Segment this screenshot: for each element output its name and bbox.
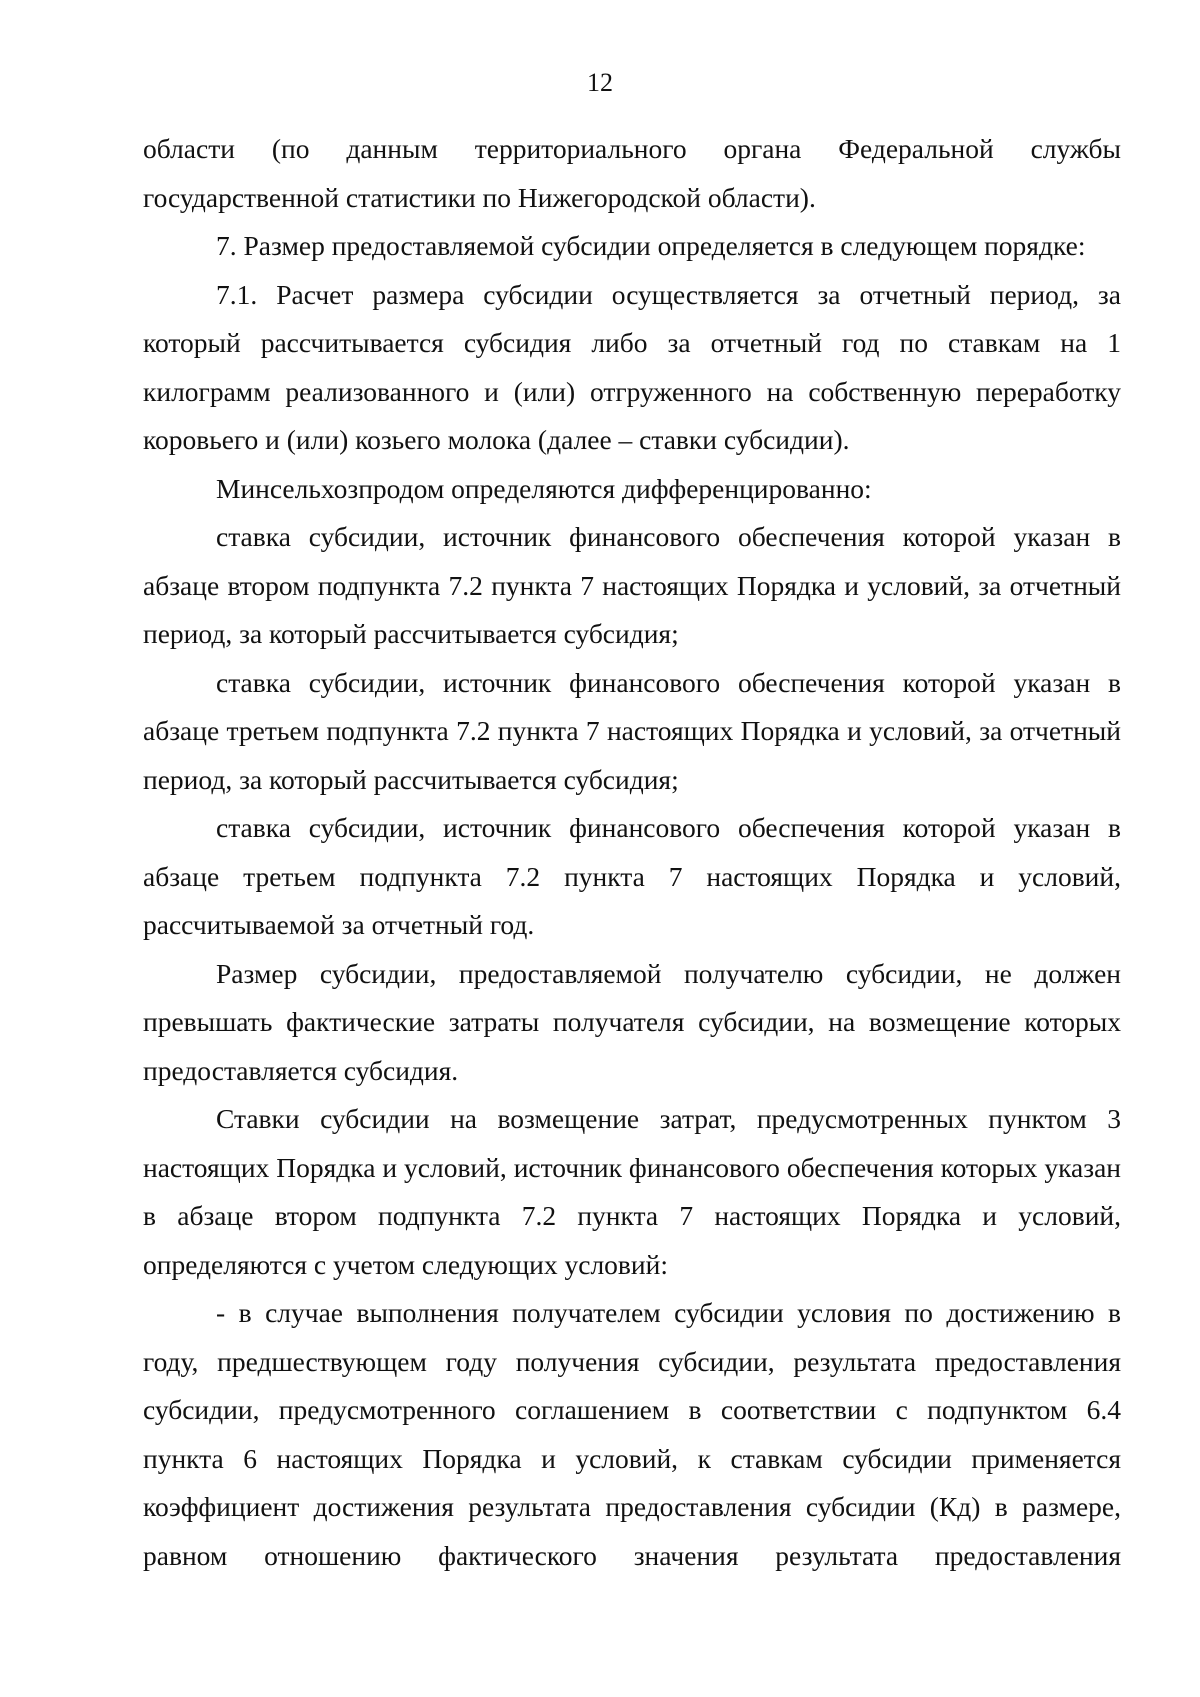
paragraph-coefficient-condition: - в случае выполнения получателем субсидии условия по достижению в году, предшествующем году получения субсидии, результата предоставления субсидии, предусмотренного соглашением в соответствии с подпунктом 6.4 пункта 6 настоящих Порядка и условий, к ставкам субсидии применяется коэффициент достижения результата предоставления субсидии (Кд) в размере, равном отношению фактического значения результата предоставления bbox=[143, 1297, 1121, 1571]
paragraph-differentiation: Минсельхозпродом определяются дифференцированно: bbox=[216, 472, 872, 504]
paragraph-item-7-1: 7.1. Расчет размера субсидии осуществляется за отчетный период, за который рассчитывается субсидия либо за отчетный год по ставкам на 1 килограмм реализованного и (или) отгруженного на собственную переработку коровьего и (или) козьего молока (далее – ставки субсидии). bbox=[143, 278, 1121, 455]
paragraph-rate-third-abzats-year: ставка субсидии, источник финансового обеспечения которой указан в абзаце третьем подпункта 7.2 пункта 7 настоящих Порядка и условий, рассчитываемой за отчетный год. bbox=[143, 812, 1121, 940]
paragraph-subsidy-limit: Размер субсидии, предоставляемой получателю субсидии, не должен превышать фактические затраты получателя субсидии, на возмещение которых предоставляется субсидия. bbox=[143, 957, 1121, 1086]
document-body bbox=[143, 125, 1121, 1580]
paragraph-rates-conditions: Ставки субсидии на возмещение затрат, предусмотренных пунктом 3 настоящих Порядка и условий, источник финансового обеспечения которых указан в абзаце втором подпункта 7.2 пункта 7 настоящих Порядка и условий, определяются с учетом следующих условий: bbox=[143, 1103, 1121, 1280]
page-number: 12 bbox=[587, 68, 613, 97]
paragraph-rate-second-abzats: ставка субсидии, источник финансового обеспечения которой указан в абзаце втором подпункта 7.2 пункта 7 настоящих Порядка и условий, за отчетный период, за который рассчитывается субсидия; bbox=[143, 521, 1121, 649]
paragraph-item-7: 7. Размер предоставляемой субсидии определяется в следующем порядке: bbox=[216, 230, 1086, 261]
paragraph-rate-third-abzats-period: ставка субсидии, источник финансового обеспечения которой указан в абзаце третьем подпункта 7.2 пункта 7 настоящих Порядка и условий, за отчетный период, за который рассчитывается субсидия; bbox=[143, 666, 1121, 795]
paragraph-statistics-source: области (по данным территориального органа Федеральной службы государственной статистики по Нижегородской области). bbox=[143, 133, 1121, 213]
